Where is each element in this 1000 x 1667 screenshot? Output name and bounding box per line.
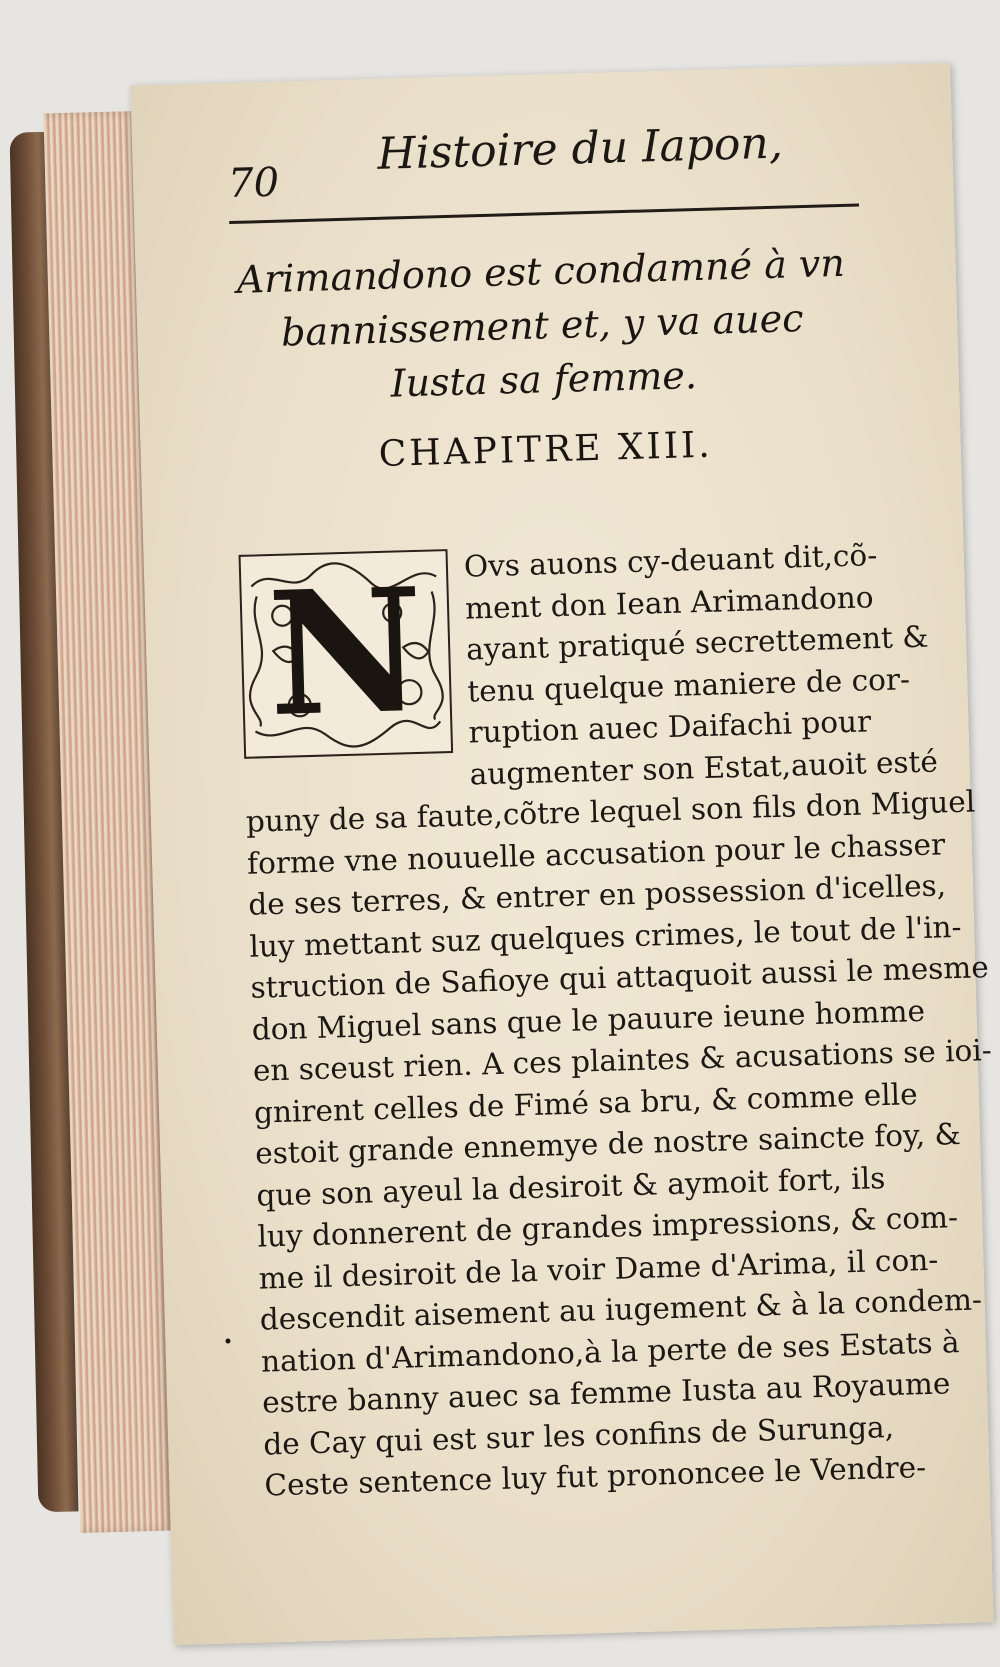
- text-line: puny de sa faute,cõtre lequel son fils don Miguel: [245, 784, 976, 839]
- text-line: luy mettant suz quelques crimes, le tout de l'in-: [248, 909, 962, 964]
- body-text: [238, 534, 993, 1507]
- chapter-heading-line: Arimandono est condamné à vn: [236, 240, 846, 302]
- chapter-number: CHAPITRE XIII.: [378, 424, 714, 475]
- text-line: struction de Safioye qui attaquoit aussi le mesme: [250, 950, 990, 1005]
- text-line: de ses terres, & entrer en possession d'icelles,: [247, 868, 947, 922]
- text-line: luy donnerent de grandes impressions, & com-: [257, 1200, 959, 1254]
- text-line: gnirent celles de Fimé sa bru, & comme elle: [253, 1076, 919, 1130]
- text-line: Ceste sentence luy fut prononcee le Vendre-: [264, 1450, 927, 1503]
- text-line: me il desiroit de la voir Dame d'Arima, il con-: [258, 1242, 939, 1296]
- running-title: Histoire du Iapon,: [376, 117, 784, 180]
- chapter-heading-line: bannissement et, y va auec: [280, 296, 804, 355]
- page-number: 70: [227, 159, 280, 208]
- book: [14, 22, 1000, 1652]
- ornamental-initial-icon: [239, 549, 454, 759]
- text-line: que son ayeul la desiroit & aymoit fort, ils: [255, 1160, 886, 1213]
- header-rule: [229, 203, 859, 224]
- text-line: estre banny auec sa femme Iusta au Royaume: [261, 1366, 951, 1420]
- ink-mark: [225, 1338, 230, 1343]
- chapter-heading: [235, 236, 849, 415]
- text-line: nation d'Arimandono,à la perte de ses Estats à: [260, 1324, 960, 1379]
- text-line: forme vne nouuelle accusation pour le chasser: [246, 826, 946, 881]
- text-line: augmenter son Estat,auoit esté: [469, 743, 939, 792]
- text-line: ayant pratiqué secrettement &: [465, 619, 929, 667]
- page-header: [227, 115, 879, 208]
- text-line: don Miguel sans que le pauure ieune homme: [251, 993, 926, 1047]
- book-page: [130, 63, 993, 1645]
- text-line: estoit grande ennemye de nostre saincte foy, &: [254, 1116, 962, 1171]
- text-line: ment don Iean Arimandono: [464, 579, 874, 626]
- text-line: descendit aisement au iugement & à la condem-: [259, 1282, 983, 1337]
- chapter-heading-line: Iusta sa femme.: [389, 353, 698, 406]
- text-line: tenu quelque maniere de cor-: [466, 661, 911, 709]
- dropcap-letter: N: [265, 551, 427, 756]
- text-line: de Cay qui est sur les confins de Surunga,: [262, 1409, 895, 1462]
- text-line: en sceust rien. A ces plaintes & acusations se ioi-: [252, 1033, 993, 1088]
- text-line: ruption auec Daifachi pour: [468, 704, 872, 750]
- text-line: Ovs auons cy-deuant dit,cõ-: [463, 538, 878, 584]
